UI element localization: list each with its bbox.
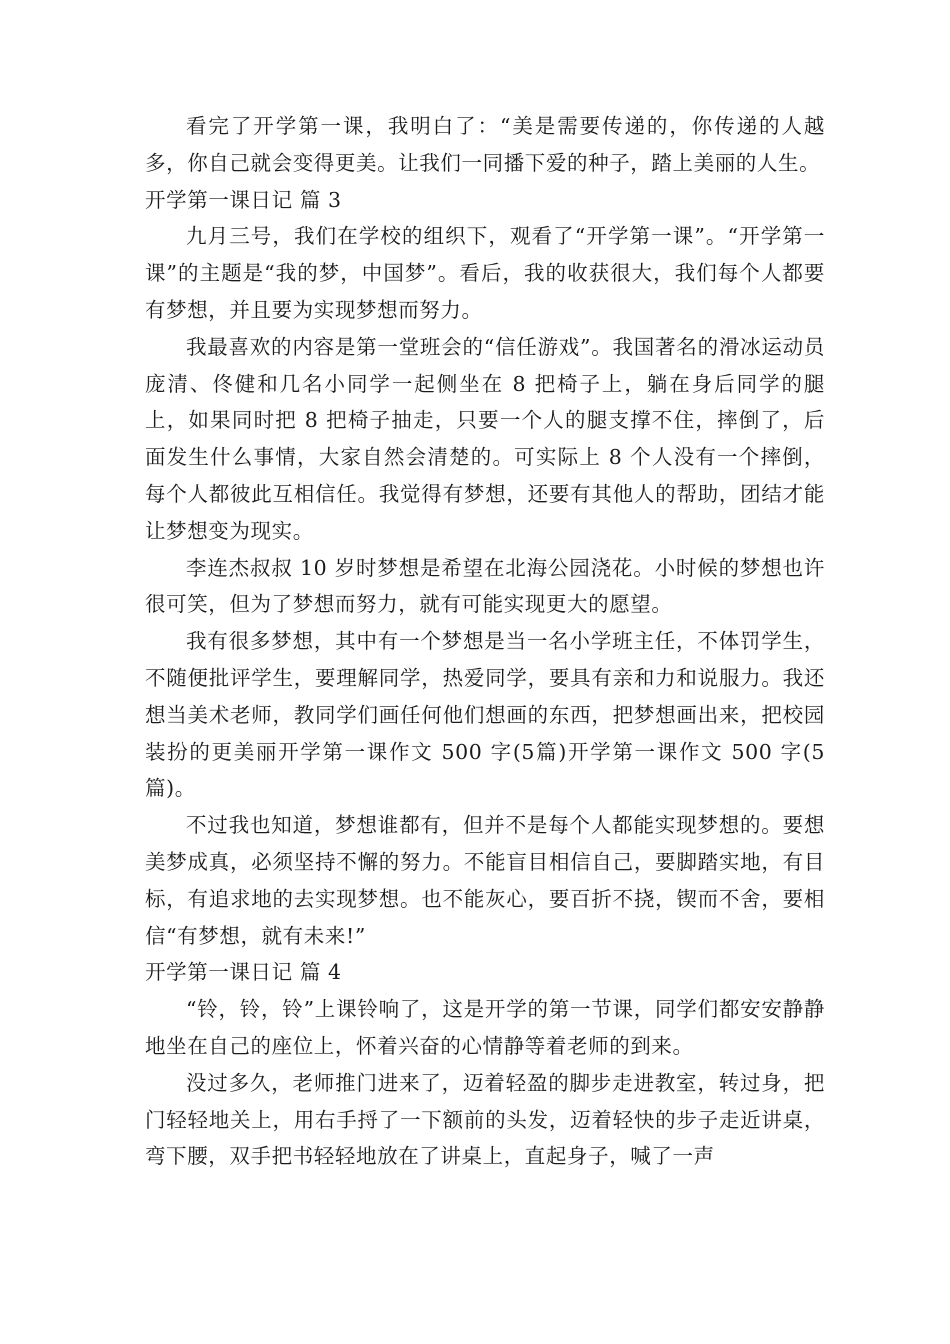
paragraph: 看完了开学第一课，我明白了：“美是需要传递的，你传递的人越多，你自己就会变得更美。让我们一同播下爱的种子，踏上美丽的人生。 (145, 114, 825, 175)
paragraph: 我最喜欢的内容是第一堂班会的“信任游戏”。我国著名的滑冰运动员庞清、佟健和几名小同学一起侧坐在 8 把椅子上，躺在身后同学的腿上，如果同时把 8 把椅子抽走，只要一个人的腿支撑不住，摔倒了，后面发生什么事情，大家自然会清楚的。可实际上 8 个人没有一个摔倒，每个人都彼此互相信任。我觉得有梦想，还要有其他人的帮助，团结才能让梦想变为现实。 (145, 334, 825, 543)
paragraph: 不过我也知道，梦想谁都有，但并不是每个人都能实现梦想的。要想美梦成真，必须坚持不懈的努力。不能盲目相信自己，要脚踏实地，有目标，有追求地的去实现梦想。也不能灰心，要百折不挠，锲而不舍，要相信“有梦想，就有未来!” (145, 813, 825, 948)
section-heading: 开学第一课日记 篇 3 (145, 187, 342, 212)
paragraph: “铃，铃，铃”上课铃响了，这是开学的第一节课，同学们都安安静静地坐在自己的座位上，怀着兴奋的心情静等着老师的到来。 (145, 997, 825, 1058)
document-body (145, 108, 825, 1175)
paragraph: 我有很多梦想，其中有一个梦想是当一名小学班主任，不体罚学生，不随便批评学生，要理解同学，热爱同学，要具有亲和力和说服力。我还想当美术老师，教同学们画任何他们想画的东西，把梦想画出来，把校园装扮的更美丽开学第一课作文 500 字(5篇)开学第一课作文 500 字(5篇)。 (145, 629, 825, 801)
paragraph: 李连杰叔叔 10 岁时梦想是希望在北海公园浇花。小时候的梦想也许很可笑，但为了梦想而努力，就有可能实现更大的愿望。 (145, 555, 825, 617)
paragraph: 九月三号，我们在学校的组织下，观看了“开学第一课”。“开学第一课”的主题是“我的梦，中国梦”。看后，我的收获很大，我们每个人都要有梦想，并且要为实现梦想而努力。 (145, 224, 825, 322)
section-heading: 开学第一课日记 篇 4 (145, 960, 342, 985)
paragraph: 没过多久，老师推门进来了，迈着轻盈的脚步走进教室，转过身，把门轻轻地关上，用右手捋了一下额前的头发，迈着轻快的步子走近讲桌，弯下腰，双手把书轻轻地放在了讲桌上，直起身子，喊了一声 (145, 1070, 825, 1169)
